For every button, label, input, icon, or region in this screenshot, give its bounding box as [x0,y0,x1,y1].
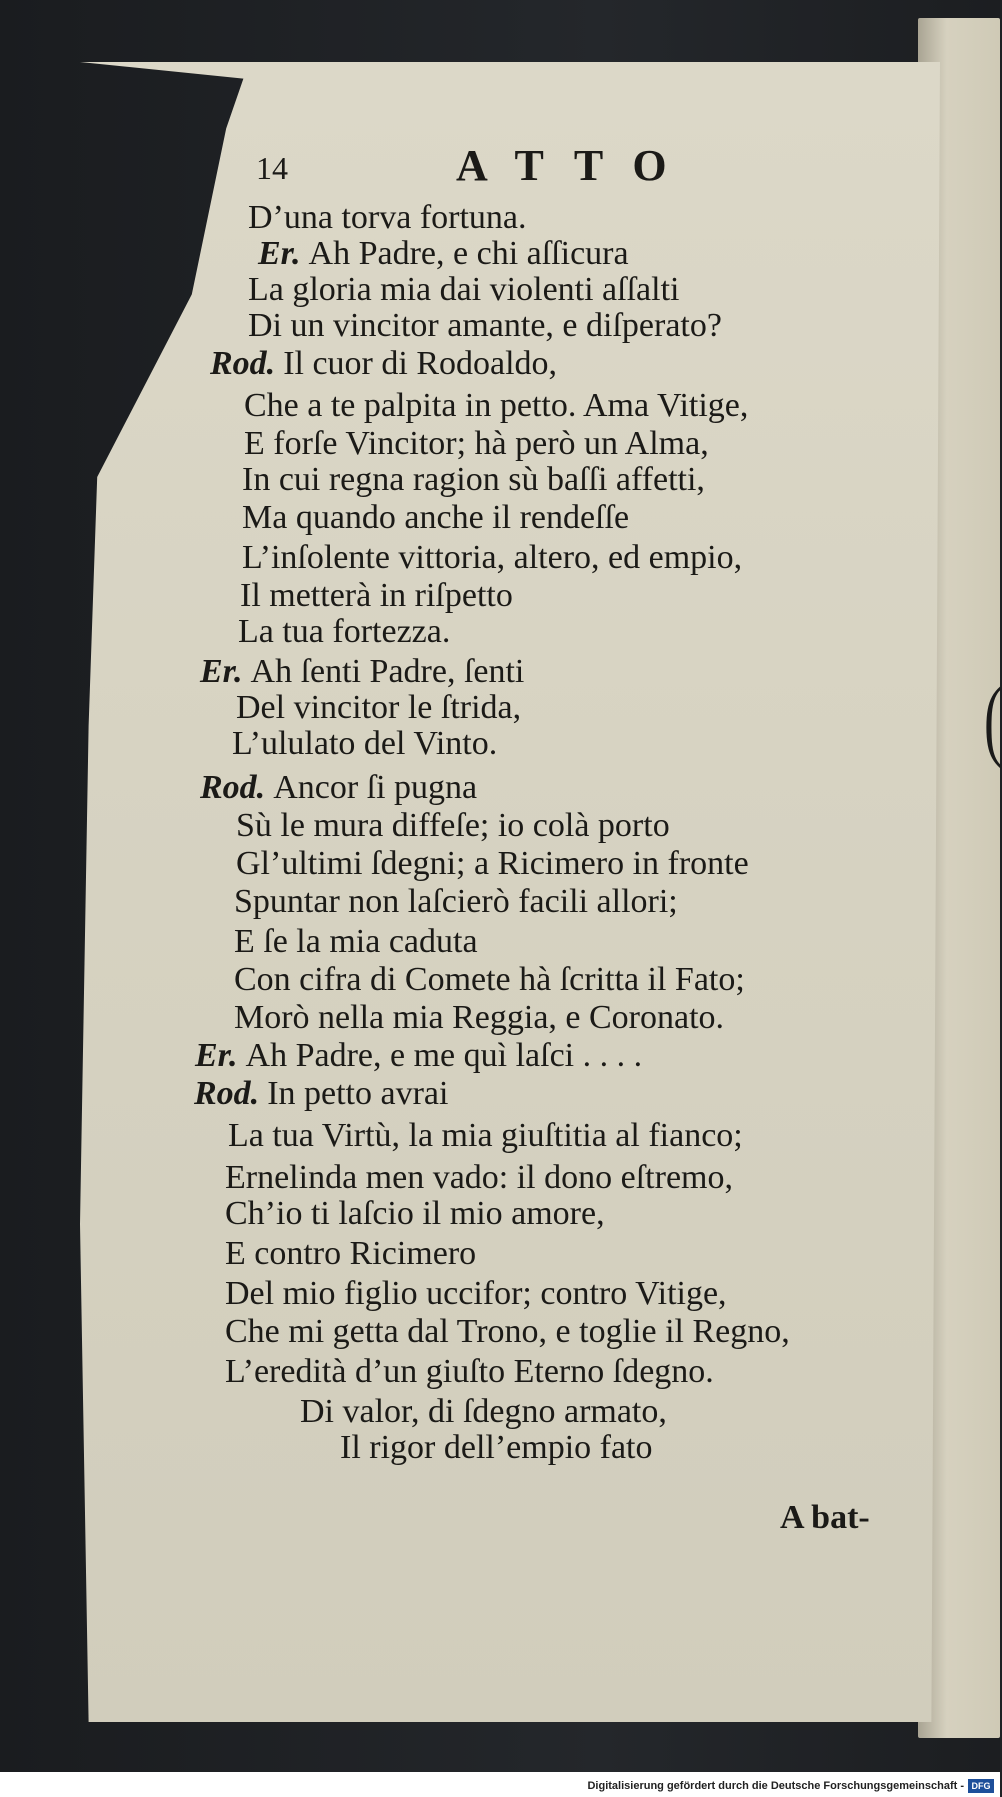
speaker-label: Er. [195,1037,238,1074]
verse-text: Il rigor dell’empio fato [340,1429,653,1466]
verse-text: Di un vincitor amante, e diſperato? [248,307,722,344]
verse-line [225,1160,733,1196]
verse-line [234,924,478,960]
speaker-label: Rod. [210,345,276,382]
verse-text: Con cifra di Comete hà ſcritta il Fato; [234,961,745,998]
verse-text: Sù le mura diffeſe; io colà porto [236,807,670,844]
verse-text: Ah Padre, e me quì laſci . . . . [245,1037,643,1074]
verse-line [236,690,521,726]
speaker-label: Er. [200,653,243,690]
verse-line [225,1276,727,1312]
verse-line [242,500,629,536]
verse-line [240,578,513,614]
verse-line [340,1430,653,1466]
verse-text: In petto avrai [267,1075,449,1112]
verse-line [232,726,497,762]
verse-line [244,388,748,424]
verse-line [234,884,678,920]
verse-text: La tua fortezza. [238,613,451,650]
verse-text: Del mio figlio uccifor; contro Vitige, [225,1275,727,1312]
verse-text: Ma quando anche il rendeſſe [242,499,630,536]
verse-text: Che a te palpita in petto. Ama Vitige, [244,387,749,424]
verse-line [200,654,524,690]
verse-text: Di valor, di ſdegno armato, [300,1393,667,1430]
dfg-logo: DFG [968,1779,994,1793]
verse-line [228,1118,743,1154]
verse-text: E contro Ricimero [225,1235,477,1272]
verse-text: La gloria mia dai violenti aſſalti [248,271,680,308]
verse-text: L’eredità d’un giuſto Eterno ſdegno. [225,1353,714,1390]
speaker-label: Rod. [200,769,266,806]
verse-line [225,1354,714,1390]
verse-text: Gl’ultimi ſdegni; a Ricimero in fronte [236,845,749,882]
speaker-label: Er. [258,235,301,272]
verse-text: Ch’io ti laſcio il mio amore, [225,1195,605,1232]
verse-line [194,1076,448,1112]
verse-line [225,1314,790,1350]
verse-text: Ernelinda men vado: il dono eſtremo, [225,1159,733,1196]
verse-line [225,1196,605,1232]
verse-text: Ah Padre, e chi aſſicura [308,235,629,272]
verse-text: Il cuor di Rodoaldo, [283,345,558,382]
verse-line [200,770,477,806]
verse-text: D’una torva fortuna. [248,199,527,236]
verse-line [210,346,557,382]
catchword: A bat- [780,1499,870,1536]
verse-line [258,236,629,272]
verse-text: Ancor ſi pugna [273,769,478,806]
verse-text: Spuntar non laſcierò facili allori; [234,883,678,920]
verse-line [248,308,722,344]
verse-text: L’ululato del Vinto. [232,725,498,762]
verse-line [238,614,450,650]
verse-line [248,200,527,236]
verse-text: In cui regna ragion sù baſſi affetti, [242,461,705,498]
verse-line [300,1394,667,1430]
verse-text: Ah ſenti Padre, ſenti [250,653,525,690]
verse-line [225,1236,476,1272]
page-number: 14 [256,150,288,186]
speaker-label: Rod. [194,1075,260,1112]
verse-text: E forſe Vincitor; hà però un Alma, [244,425,709,462]
verse-text: Che mi getta dal Trono, e toglie il Regno, [225,1313,790,1350]
verse-text: Il metterà in riſpetto [240,577,513,614]
verse-text: Del vincitor le ſtrida, [236,689,522,726]
verse-line [248,272,679,308]
verse-text: E ſe la mia caduta [234,923,478,960]
verse-text: Morò nella mia Reggia, e Coronato. [234,999,725,1036]
page-title: ATTO [456,141,697,190]
verse-line [244,426,709,462]
verse-line [236,846,749,882]
verse-line [234,1000,724,1036]
verse-line [242,462,705,498]
verse-line [236,808,670,844]
verse-text: La tua Virtù, la mia giuſtitia al fianco; [228,1117,743,1154]
digitization-credit: Digitalisierung gefördert durch die Deutsche Forschungsgemeinschaft - [587,1780,964,1792]
verse-line [234,962,745,998]
adjacent-page-fragment: ( [983,670,1002,769]
verse-line [195,1038,642,1074]
verse-text: L’inſolente vittoria, altero, ed empio, [242,539,743,576]
verse-line [242,540,742,576]
